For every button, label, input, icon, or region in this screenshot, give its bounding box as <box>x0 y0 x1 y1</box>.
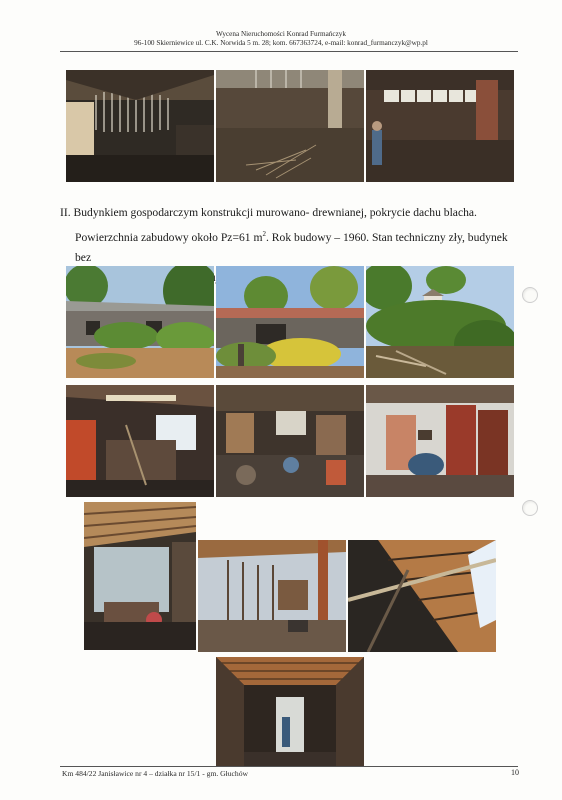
punch-hole-upper <box>522 287 538 303</box>
area-text: Powierzchnia zabudowy około Pz=61 m <box>75 230 263 244</box>
page-number: 10 <box>511 768 519 777</box>
photo-barn-interior-3 <box>366 70 514 182</box>
description-line-1: II. Budynkiem gospodarczym konstrukcji murowano- drewnianej, pokrycie dachu blacha. <box>60 206 477 219</box>
photo-building-exterior-1 <box>66 266 214 378</box>
photo-building-exterior-2 <box>216 266 364 378</box>
year-condition-text: . Rok budowy – 1960. Stan techniczny zły, budynek bez <box>75 230 508 264</box>
header-company-name: Wycena Nieruchomości Konrad Furmańczyk <box>216 30 346 38</box>
photo-workshop-interior-1 <box>66 385 214 497</box>
photo-tool-wall <box>198 540 346 652</box>
photo-workshop-interior-3 <box>366 385 514 497</box>
photo-overgrown-yard <box>366 266 514 378</box>
photo-roof-rafters <box>348 540 496 652</box>
photo-barn-interior-1 <box>66 70 214 182</box>
photo-corridor-interior <box>216 657 364 767</box>
photo-attic-interior-1 <box>84 502 196 650</box>
footer-property-reference: Km 484/22 Janisławice nr 4 – działka nr 15/1 - gm. Głuchów <box>62 769 249 778</box>
area-superscript: 2 <box>262 229 266 238</box>
footer-divider <box>60 766 518 767</box>
description-line-2 <box>60 224 520 269</box>
punch-hole-lower <box>522 500 538 516</box>
photo-workshop-interior-2 <box>216 385 364 497</box>
header-contact-line: 96-100 Skierniewice ul. C.K. Norwida 5 m. 28; kom. 667363724, e-mail: konrad_furmanczyk@wp.pl <box>134 39 428 47</box>
photo-barn-interior-2 <box>216 70 364 182</box>
page-header <box>0 30 562 48</box>
header-divider <box>60 51 518 52</box>
